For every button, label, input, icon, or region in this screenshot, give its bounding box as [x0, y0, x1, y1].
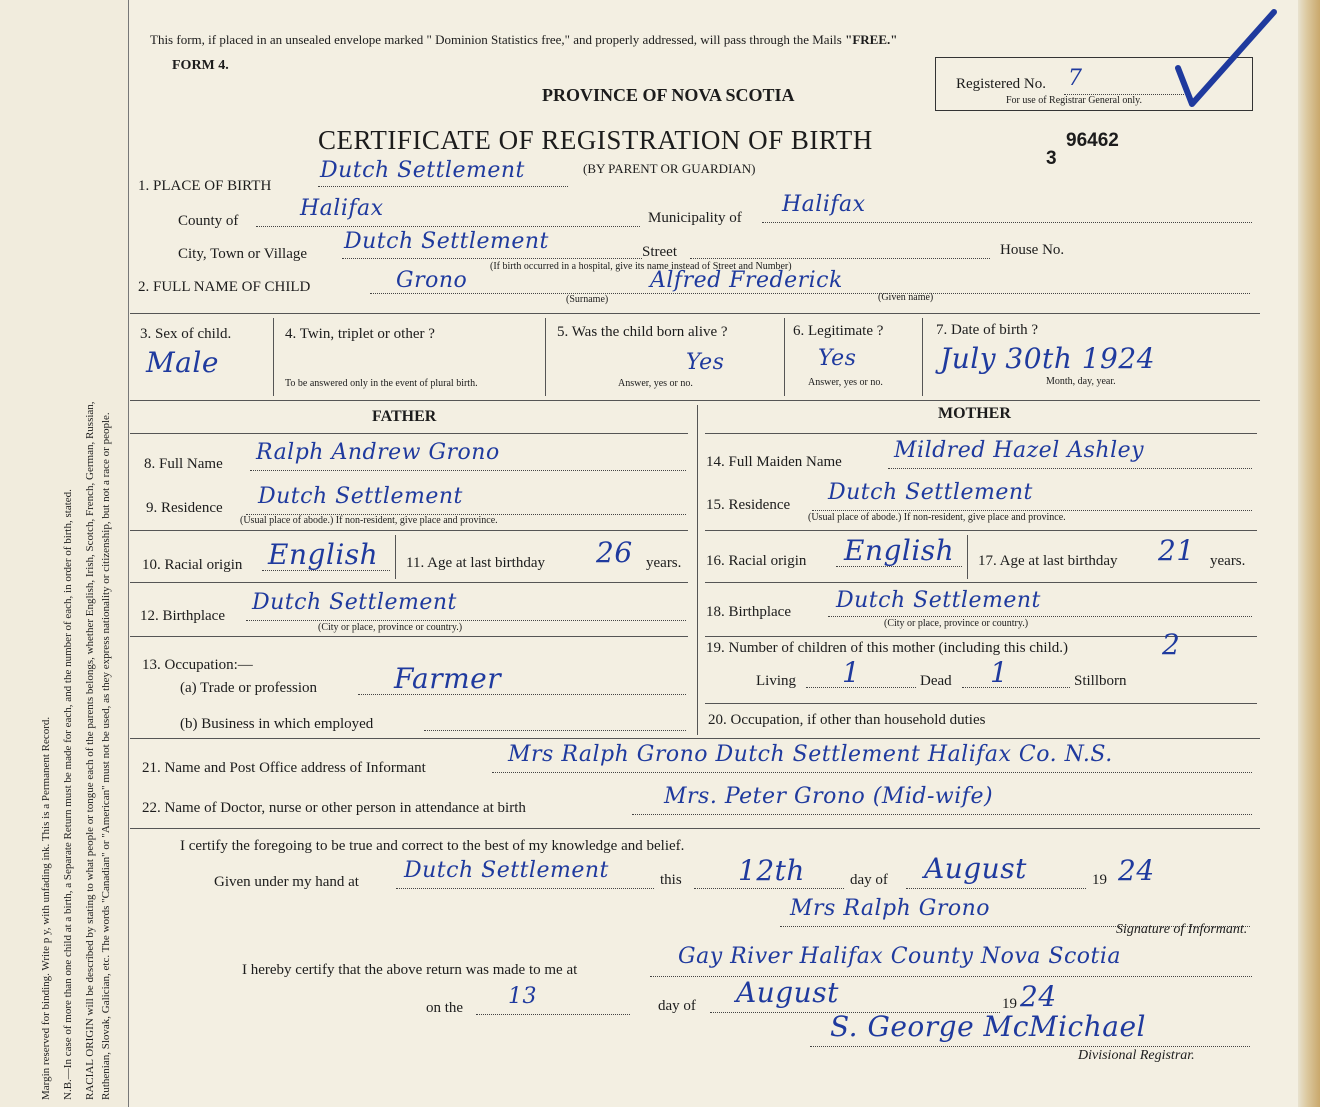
mother-name-label: 14. Full Maiden Name	[706, 454, 842, 470]
binding-margin	[0, 0, 129, 1107]
father-birthplace-label: 12. Birthplace	[140, 608, 225, 624]
stamp-sub: 3	[1046, 148, 1057, 169]
county-label: County of	[178, 213, 239, 229]
twin-label: 4. Twin, triplet or other ?	[285, 326, 435, 342]
father-name-label: 8. Full Name	[144, 456, 223, 472]
twin-note: To be answered only in the event of plural birth.	[285, 378, 478, 389]
mother-residence-note: (Usual place of abode.) If non-resident, give place and province.	[808, 512, 1066, 523]
on-the-label: on the	[426, 1000, 464, 1016]
dead-value: 1	[990, 656, 1009, 689]
registrar-day: 13	[508, 984, 537, 1009]
year-prefix: 19	[1092, 872, 1107, 888]
certify-statement: I certify the foregoing to be true and correct to the best of my knowledge and belief.	[180, 838, 685, 854]
registrar-place: Gay River Halifax County Nova Scotia	[678, 944, 1122, 969]
mother-children: 2	[1162, 628, 1181, 661]
dob-value: July 30th 1924	[940, 342, 1156, 375]
cert-day: 12th	[738, 854, 805, 887]
hospital-note: (If birth occurred in a hospital, give its name instead of Street and Number)	[490, 261, 792, 272]
registrar-statement: I hereby certify that the above return was made to me at	[242, 962, 578, 978]
registrar-label: Divisional Registrar.	[1078, 1048, 1195, 1063]
given-place: Dutch Settlement	[404, 858, 609, 883]
father-name: Ralph Andrew Grono	[256, 440, 500, 465]
cert-month: August	[924, 852, 1027, 885]
signature-label: Signature of Informant.	[1116, 922, 1248, 937]
cert-year: 24	[1118, 854, 1155, 887]
registrar-note: For use of Registrar General only.	[1006, 95, 1142, 106]
dead-label: Dead	[920, 673, 952, 689]
legitimate-label: 6. Legitimate ?	[793, 323, 884, 339]
father-trade: Farmer	[394, 662, 502, 695]
registered-value: 7	[1068, 66, 1083, 91]
father-birthplace-note: (City or place, province or country.)	[318, 622, 463, 633]
house-label: House No.	[1000, 242, 1065, 258]
mother-residence-label: 15. Residence	[706, 497, 791, 513]
living-value: 1	[842, 656, 861, 689]
child-surname: Grono	[396, 268, 468, 293]
mother-children-label: 19. Number of children of this mother (including this child.)	[706, 640, 1069, 656]
registrar-month: August	[736, 976, 839, 1009]
mother-years: years.	[1210, 553, 1246, 569]
given-label: Given under my hand at	[214, 874, 359, 890]
mother-racial-label: 16. Racial origin	[706, 553, 807, 569]
dob-note: Month, day, year.	[1046, 376, 1116, 387]
father-racial: English	[268, 538, 379, 571]
place-of-birth-label: 1. PLACE OF BIRTH	[138, 178, 272, 194]
father-occupation-label: 13. Occupation:—	[142, 657, 253, 673]
margin-note-4: Ruthenian, Slovak, Galician, etc. The words "Canadian" or "American" must not be used, as they express nationality or citizenship, but not a race or people.	[100, 412, 112, 1100]
checkmark-icon	[1170, 8, 1280, 118]
child-given-name: Alfred Frederick	[650, 268, 843, 293]
margin-note-2: N.B.—In case of more than one child at a birth, a Separate Return must be made for each, and the number of each, in order of birth, stated.	[62, 489, 74, 1100]
stillborn-label: Stillborn	[1074, 673, 1127, 689]
legitimate-note: Answer, yes or no.	[808, 377, 883, 388]
reg-day-of-label: day of	[658, 998, 696, 1014]
mother-heading: MOTHER	[938, 405, 1011, 422]
father-heading: FATHER	[372, 408, 437, 425]
certificate-title: CERTIFICATE OF REGISTRATION OF BIRTH	[318, 125, 873, 155]
father-years: years.	[646, 555, 682, 571]
form-number: FORM 4.	[172, 58, 229, 73]
father-trade-label: (a) Trade or profession	[180, 680, 318, 696]
mother-residence: Dutch Settlement	[828, 480, 1033, 505]
mother-name: Mildred Hazel Ashley	[894, 438, 1145, 463]
reg-year-prefix: 19	[1002, 996, 1017, 1012]
informant-value: Mrs Ralph Grono Dutch Settlement Halifax Co. N.S.	[508, 742, 1113, 767]
municipality-value: Halifax	[782, 192, 866, 217]
legitimate-value: Yes	[818, 346, 857, 371]
aged-paper-edge	[1298, 0, 1320, 1107]
child-name-label: 2. FULL NAME OF CHILD	[138, 279, 311, 295]
father-residence-label: 9. Residence	[146, 500, 223, 516]
day-of-label: day of	[850, 872, 888, 888]
margin-note-1: Margin reserved for binding. Write p y, with unfading ink. This is a Permanent Record.	[40, 716, 52, 1100]
alive-label: 5. Was the child born alive ?	[557, 324, 728, 340]
mother-birthplace-note: (City or place, province or country.)	[884, 618, 1029, 629]
city-value: Dutch Settlement	[344, 229, 549, 254]
subtitle: (BY PARENT OR GUARDIAN)	[583, 161, 756, 176]
mother-birthplace: Dutch Settlement	[836, 588, 1041, 613]
informant-signature: Mrs Ralph Grono	[790, 896, 991, 921]
street-label: Street	[642, 244, 677, 260]
province-title: PROVINCE OF NOVA SCOTIA	[542, 85, 795, 105]
alive-note: Answer, yes or no.	[618, 378, 693, 389]
mother-racial: English	[844, 534, 955, 567]
city-label: City, Town or Village	[178, 246, 308, 262]
registrar-signature: S. George McMichael	[830, 1010, 1146, 1043]
dob-label: 7. Date of birth ?	[936, 322, 1039, 338]
mother-age-label: 17. Age at last birthday	[978, 553, 1118, 569]
father-racial-label: 10. Racial origin	[142, 557, 243, 573]
father-age-label: 11. Age at last birthday	[406, 555, 545, 571]
sex-value: Male	[146, 346, 219, 379]
this-label: this	[660, 872, 682, 888]
alive-value: Yes	[686, 350, 725, 375]
municipality-label: Municipality of	[648, 210, 742, 226]
surname-note: (Surname)	[566, 294, 609, 305]
sex-label: 3. Sex of child.	[140, 326, 232, 342]
informant-label: 21. Name and Post Office address of Informant	[142, 760, 426, 776]
mail-notice: This form, if placed in an unsealed envelope marked " Dominion Statistics free," and properly addressed, will pass through the Mails "FREE."	[150, 32, 898, 47]
father-birthplace: Dutch Settlement	[252, 590, 457, 615]
place-of-birth-value: Dutch Settlement	[320, 158, 525, 183]
living-label: Living	[756, 673, 796, 689]
doctor-label: 22. Name of Doctor, nurse or other person in attendance at birth	[142, 800, 526, 816]
doctor-value: Mrs. Peter Grono (Mid-wife)	[664, 784, 994, 809]
mother-occupation-label: 20. Occupation, if other than household duties	[708, 712, 986, 728]
mother-birthplace-label: 18. Birthplace	[706, 604, 791, 620]
registered-label: Registered No.	[956, 76, 1046, 92]
mother-age: 21	[1158, 534, 1195, 567]
father-residence: Dutch Settlement	[258, 484, 463, 509]
father-business-label: (b) Business in which employed	[180, 716, 374, 732]
county-value: Halifax	[300, 196, 384, 221]
registrar-year: 24	[1020, 980, 1057, 1013]
given-note: (Given name)	[878, 292, 934, 303]
stamp-number: 96462	[1066, 130, 1119, 151]
father-age: 26	[596, 536, 633, 569]
father-residence-note: (Usual place of abode.) If non-resident, give place and province.	[240, 515, 498, 526]
margin-note-3: RACIAL ORIGIN will be described by stating to what people or tongue each of the parents belongs, whether English, Irish, Scotch, French, German, Russian,	[84, 401, 96, 1100]
